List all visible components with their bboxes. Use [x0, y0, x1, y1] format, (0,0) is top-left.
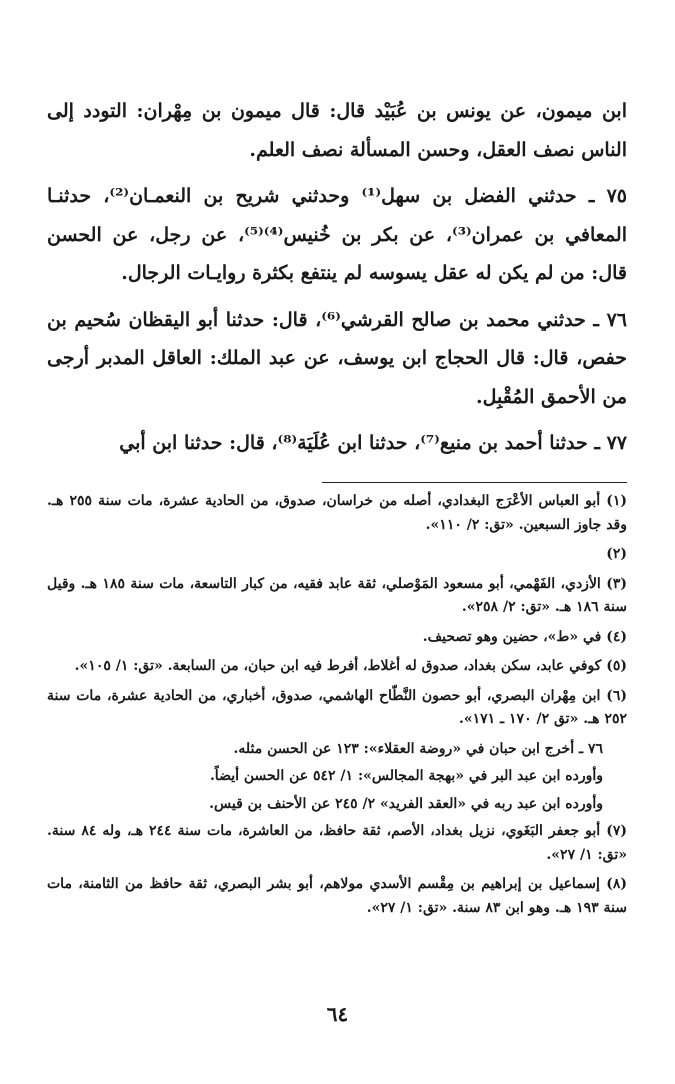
main-text [47, 92, 627, 471]
footnote-separator [322, 482, 627, 483]
footnote-6: (٦) ابن مِهْران البصري، أبو حصون النَّطّاح الهاشمي، صدوق، أخباري، من الحادية عشرة، مات سنة ٢٥٢ هـ. «تق ٢/ ١٧٠ ـ ١٧١». [47, 687, 627, 727]
paragraph-continuation: ابن ميمون، عن يونس بن عُبَيْد قال: قال ميمون بن مِهْران: التودد إلى الناس نصف العقل، وحسن المسألة نصف العلم. [47, 100, 627, 161]
page-number: ٦٤ [326, 1002, 349, 1026]
takhrij-76-line-2: وأورده ابن عبد البر في «بهجة المجالس»: ١/ ٥٤٢ عن الحسن أيضاً. [209, 768, 603, 784]
footnote-8: (٨) إسماعيل بن إبراهيم بن مِقْسم الأسدي مولاهم، أبو بشر البصري، ثقة حافظ من الثامنة، مات سنة ١٩٣ هـ. وهو ابن ٨٣ سنة. «تق: ١/ ٢٧». [47, 876, 627, 916]
footnote-5: (٥) كوفي عابد، سكن بغداد، صدوق له أغلاط، أفرط فيه ابن حبان، من السابعة. «تق: ١/ ١٠٥». [74, 658, 627, 674]
footnote-3: (٣) الأزدي، الفَهْمي، أبو مسعود المَوْصلي، ثقة عابد فقيه، من كبار التاسعة، مات سنة ١٨٥ هـ. وقيل سنة ١٨٦ هـ. «تق: ٢/ ٢٥٨». [47, 575, 627, 615]
narration-76: ٧٦ ـ حدثني محمد بن صالح القرشي⁽⁶⁾، قال: حدثنا أبو اليقظان سُحيم بن حفص، قال: قال الحجاج ابن يوسف، عن عبد الملك: العاقل المدبر أرجى من الأحمق المُقْبِل. [47, 308, 627, 408]
footnote-7: (٧) أبو جعفر البَغَوي، نزيل بغداد، الأصم، ثقة حافظ، من العاشرة، مات سنة ٢٤٤ هـ، وله ٨٤ سنة. «تق: ١/ ٢٧». [47, 823, 627, 863]
footnotes [47, 490, 627, 926]
narration-77: ٧٧ ـ حدثنا أحمد بن منيع⁽⁷⁾، حدثنا ابن عُلَيَة⁽⁸⁾، قال: حدثنا ابن أبي [119, 432, 627, 454]
narration-75: ٧٥ ـ حدثني الفضل بن سهل⁽¹⁾ وحدثني شريح بن النعمـان⁽²⁾، حدثنـا المعافي بن عمران⁽³⁾، عن بكر بن خُنيس⁽⁴⁾⁽⁵⁾، عن رجل، عن الحسن قال: من لم يكن له عقل يسوسه لم ينتفع بكثرة روايـات الرجال. [47, 185, 627, 284]
footnote-1: (١) أبو العباس الأعْرَج البغدادي، أصله من خراسان، صدوق، من الحادية عشرة، مات سنة ٢٥٥ هـ. وقد جاوز السبعين. «تق: ٢/ ١١٠». [47, 493, 627, 533]
footnote-4: (٤) في «ط»، حضين وهو تصحيف. [422, 628, 627, 645]
takhrij-76-line-3: وأورده ابن عبد ربه في «العقد الفريد» ٢/ ٢٤٥ عن الأحنف بن قيس. [209, 795, 603, 812]
takhrij-76-line-1: ٧٦ ـ أخرج ابن حبان في «روضة العقلاء»: ١٢٣ عن الحسن مثله. [233, 740, 603, 757]
footnote-2: (٢) [606, 546, 627, 562]
